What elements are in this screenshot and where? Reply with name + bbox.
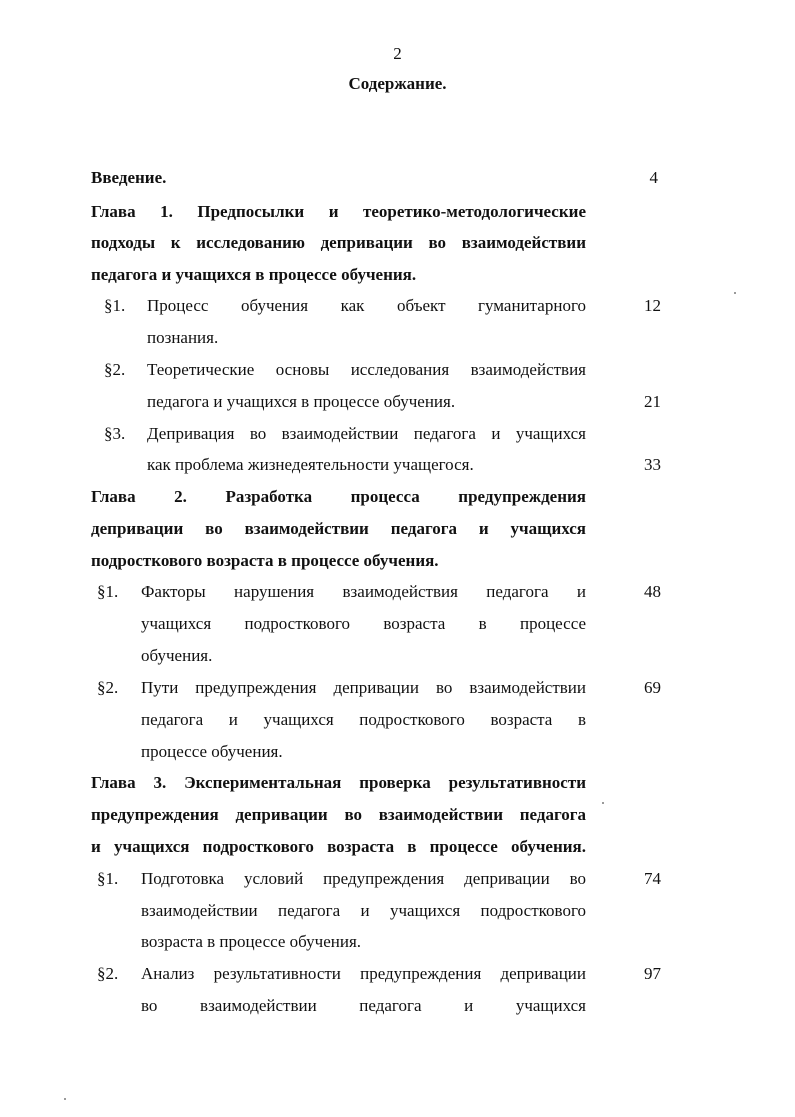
toc-intro-page: 4: [649, 168, 658, 187]
page-title: Содержание.: [348, 74, 447, 93]
toc-ch3-s1-line2: взаимодействии педагога и учащихся подросткового: [141, 901, 586, 920]
toc-ch2-s2-num: §2.: [97, 678, 119, 697]
toc-ch1-s2-line1: Теоретические основы исследования взаимодействия: [147, 360, 586, 379]
toc-ch1-s3-num: §3.: [104, 424, 126, 443]
toc-ch1-line1: Глава 1. Предпосылки и теоретико-методологические: [91, 202, 586, 221]
toc-ch3-line1: Глава 3. Экспериментальная проверка результативности: [91, 773, 586, 792]
toc-ch3-s2-page: 97: [644, 964, 661, 983]
toc-ch2-s1-page: 48: [644, 582, 661, 601]
toc-ch1-s1-line2: познания.: [147, 328, 219, 347]
scan-speck: [734, 292, 736, 294]
toc-ch3-line3: и учащихся подросткового возраста в процессе обучения.: [91, 837, 586, 856]
toc-ch2-line2: депривации во взаимодействии педагога и учащихся: [91, 519, 586, 538]
toc-ch2-s2-page: 69: [644, 678, 661, 697]
toc-ch2-s1-line1: Факторы нарушения взаимодействия педагога и: [141, 582, 586, 601]
toc-ch3-s1-line1: Подготовка условий предупреждения депривации во: [141, 869, 586, 888]
toc-intro-title: Введение.: [91, 168, 167, 187]
toc-ch1-line3: педагога и учащихся в процессе обучения.: [91, 265, 417, 284]
toc-ch3-s1-num: §1.: [97, 869, 119, 888]
toc-ch1-line2: подходы к исследованию депривации во взаимодействии: [91, 233, 586, 252]
toc-ch3-s1-line3: возраста в процессе обучения.: [141, 932, 362, 951]
toc-ch2-s1-num: §1.: [97, 582, 119, 601]
toc-ch2-s2-line3: процессе обучения.: [141, 742, 283, 761]
toc-ch1-s2-line2: педагога и учащихся в процессе обучения.: [147, 392, 456, 411]
scan-speck: [602, 802, 604, 804]
toc-ch1-s3-line1: Депривация во взаимодействии педагога и учащихся: [147, 424, 586, 443]
toc-ch2-line1: Глава 2. Разработка процесса предупреждения: [91, 487, 586, 506]
toc-ch2-s1-line3: обучения.: [141, 646, 213, 665]
page-number: 2: [393, 44, 402, 63]
toc-ch2-s2-line2: педагога и учащихся подросткового возраста в: [141, 710, 586, 729]
toc-ch1-s1-line1: Процесс обучения как объект гуманитарного: [147, 296, 586, 315]
toc-ch3-line2: предупреждения депривации во взаимодействии педагога: [91, 805, 586, 824]
toc-ch3-s2-line2: во взаимодействии педагога и учащихся: [141, 996, 586, 1015]
scan-speck: [64, 1098, 66, 1100]
toc-ch1-s3-page: 33: [644, 455, 661, 474]
toc-ch1-s2-page: 21: [644, 392, 661, 411]
toc-ch3-s2-line1: Анализ результативности предупреждения депривации: [141, 964, 586, 983]
toc-ch3-s2-num: §2.: [97, 964, 119, 983]
toc-ch1-s3-line2: как проблема жизнедеятельности учащегося.: [147, 455, 474, 474]
toc-ch2-s2-line1: Пути предупреждения депривации во взаимодействии: [141, 678, 586, 697]
toc-ch1-s2-num: §2.: [104, 360, 126, 379]
toc-ch1-s1-page: 12: [644, 296, 661, 315]
toc-ch3-s1-page: 74: [644, 869, 661, 888]
toc-ch2-line3: подросткового возраста в процессе обучения.: [91, 551, 439, 570]
toc-ch2-s1-line2: учащихся подросткового возраста в процессе: [141, 614, 586, 633]
toc-ch1-s1-num: §1.: [104, 296, 126, 315]
